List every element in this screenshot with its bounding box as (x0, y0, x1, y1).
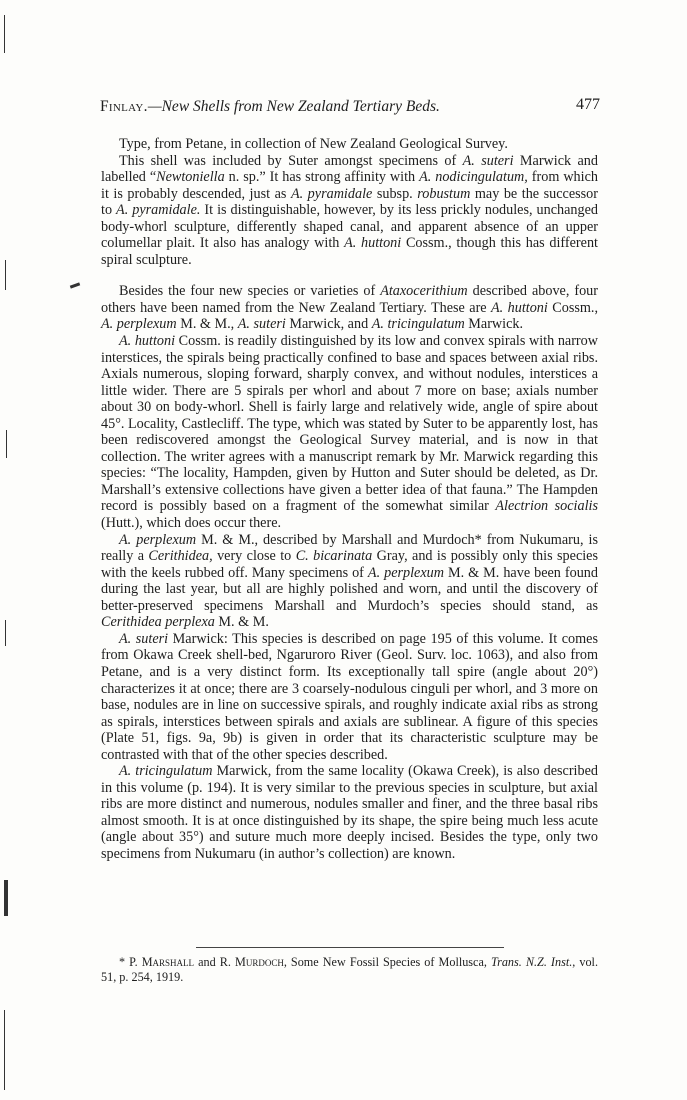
species-name: Alectrion socialis (495, 498, 598, 515)
text-run: Cossm., (547, 299, 598, 316)
footnote-text (101, 955, 598, 985)
running-header (100, 98, 600, 122)
paragraph-tricingulatum (101, 763, 598, 862)
species-name: Newtoniella (156, 169, 225, 186)
species-name: Cerithidea perplexa (101, 614, 215, 631)
scan-mark (5, 620, 6, 646)
text-run: M. & M. (214, 614, 269, 631)
footnote (101, 955, 598, 985)
text-run: , Some New Fossil Species of Mollusca, (283, 955, 491, 969)
text-run: Marwick and labelled “ (101, 152, 598, 186)
paragraph-overview (101, 283, 598, 333)
paragraph-suter-note (101, 153, 598, 269)
paragraph-type-locality (101, 136, 598, 153)
species-name: A. suteri (237, 316, 286, 333)
text-run: M. & M., (176, 316, 238, 333)
species-name: A. perplexum (367, 564, 444, 581)
paragraph-suteri (101, 631, 598, 763)
species-name: C. bicarinata (295, 548, 373, 565)
species-name: A. huttoni (119, 333, 176, 350)
text-run: may be the successor to (101, 185, 598, 219)
footnote-divider (196, 947, 504, 948)
text-run: Marwick, and (285, 316, 372, 333)
text-run: described above, four others have been named from the New Zealand Tertiary. These are (101, 283, 598, 316)
scan-mark (4, 15, 5, 53)
text-run: Cossm. is readily distinguished by its low and convex spirals with narrow interstices, the spirals being practically confined to base and spaces between axial ribs. Axials numerous, sloping forward, sharply convex, and without nodules, interstices a little wider. There are 5 spirals per whorl and about 7 more on base; axials number about 30 on body-whorl. Shell is fairly large and relatively wide, angle of spire about 45°. Locality, Castlecliff. The type, which was stated by Suter to be apparently lost, has been rediscovered amongst the Geological Survey material, and is now in that collection. The writer agrees with a manuscript remark by Mr. Marwick regarding this species: “The locality, Hampden, given by Hutton and Suter should be deleted, as Dr. Marshall’s extensive collections have given a better idea of that fauna.” The Hampden record is possibly based on a fragment of the somewhat similar (101, 333, 598, 515)
species-name: A. pyramidale (290, 185, 373, 202)
species-name: Ataxocerithium (380, 283, 468, 300)
species-name: A. suteri (119, 630, 169, 647)
text-run: n. sp.” It has strong affinity with (224, 169, 420, 186)
text-run: (Hutt.), which does occur there. (101, 515, 282, 532)
paragraph-huttoni (101, 333, 598, 532)
author-name: Murdoch (234, 955, 284, 969)
species-name: A. tricingulatum (119, 763, 213, 780)
scan-mark (4, 1010, 5, 1090)
text-run: Cossm., though this has different spiral sculpture. (101, 235, 598, 268)
species-name: A. perplexum (101, 316, 177, 333)
scan-mark (5, 260, 6, 290)
text-run: Besides the four new species or varieties of (119, 283, 381, 300)
species-name: A. huttoni (491, 299, 548, 316)
text-run: Marwick: This species is described on page 195 of this volume. It comes from Okawa Creek shell-bed, Ngaruroro River (Geol. Surv. loc. 1063), and also from Petane, and is a very distinct form. Its exceptionally tall spire (angle about 20°) characterizes it at once; there are 3 coarsely-nodulous cinguli per whorl, and 3 more on base, nodules are in line on successive spirals, and roughly indicate axial ribs as strong as spirals, interstices between spirals and axials are sublinear. A figure of this species (Plate 51, figs. 9a, 9b) is given in order that its characteristic sculpture may be contrasted with that of the other species described. (101, 630, 599, 763)
author-name: Marshall (141, 955, 195, 969)
text-run: , vol. 51, p. 254, 1919. (101, 955, 598, 984)
header-author: Finlay. (100, 98, 148, 115)
species-name: Cerithidea, (148, 548, 213, 565)
species-name: A. nodicingulatum, (419, 169, 528, 186)
species-name: robustum (417, 185, 471, 202)
text-run: Type, from Petane, in collection of New Zealand Geological Survey. (119, 136, 508, 152)
scan-mark (70, 282, 80, 288)
text-run: This shell was included by Suter amongst specimens of (119, 152, 463, 169)
text-run: subsp. (372, 185, 418, 202)
scan-mark (4, 880, 8, 916)
text-run: Marwick, from the same locality (Okawa Creek), is also described in this volume (p. 194). It is very similar to the previous species in sculpture, but axial ribs are more distinct and numerous, nodules smaller and finer, and the three basal ribs almost smooth. It is at once distinguished by its shape, the spire being much less acute (angle about 35°) and suture much more deeply incised. Besides the type, only two specimens from Nukumaru (in author’s collection) are known. (101, 763, 598, 862)
journal-name: Trans. N.Z. Inst. (490, 955, 573, 969)
text-run: from which it is probably descended, just as (101, 169, 598, 202)
text-run: M. & M., described by Marshall and Murdoch* from Nukumaru, is really a (101, 531, 598, 565)
species-name: A. pyramidale. (116, 202, 201, 219)
text-run: M. & M. have been found during the last year, but all are highly polished and worn, and until the discovery of better-preserved specimens Marshall and Murdoch’s species should stand, as (101, 564, 598, 614)
body-text (101, 136, 598, 863)
species-name: A. huttoni (344, 235, 402, 252)
paragraph-perplexum (101, 532, 598, 631)
text-run: Gray, and is possibly only this species with the keels rubbed off. Many specimens of (101, 548, 598, 581)
text-run: * P. (119, 955, 142, 969)
text-run: very close to (212, 548, 296, 565)
species-name: A. perplexum (119, 531, 197, 548)
species-name: A. suteri (462, 152, 514, 169)
header-title: —New Shells from New Zealand Tertiary Beds. (147, 98, 440, 115)
text-run: It is distinguishable, however, by its less prickly nodules, unchanged body-whorl sculpture, differently shaped canal, and apparent absence of an upper columellar plait. It also has analogy with (101, 202, 599, 252)
text-run: and R. (194, 955, 235, 969)
text-run: Marwick. (464, 316, 524, 333)
scan-mark (6, 430, 7, 458)
species-name: A. tricingulatum (371, 316, 465, 333)
page-number: 477 (576, 96, 600, 113)
